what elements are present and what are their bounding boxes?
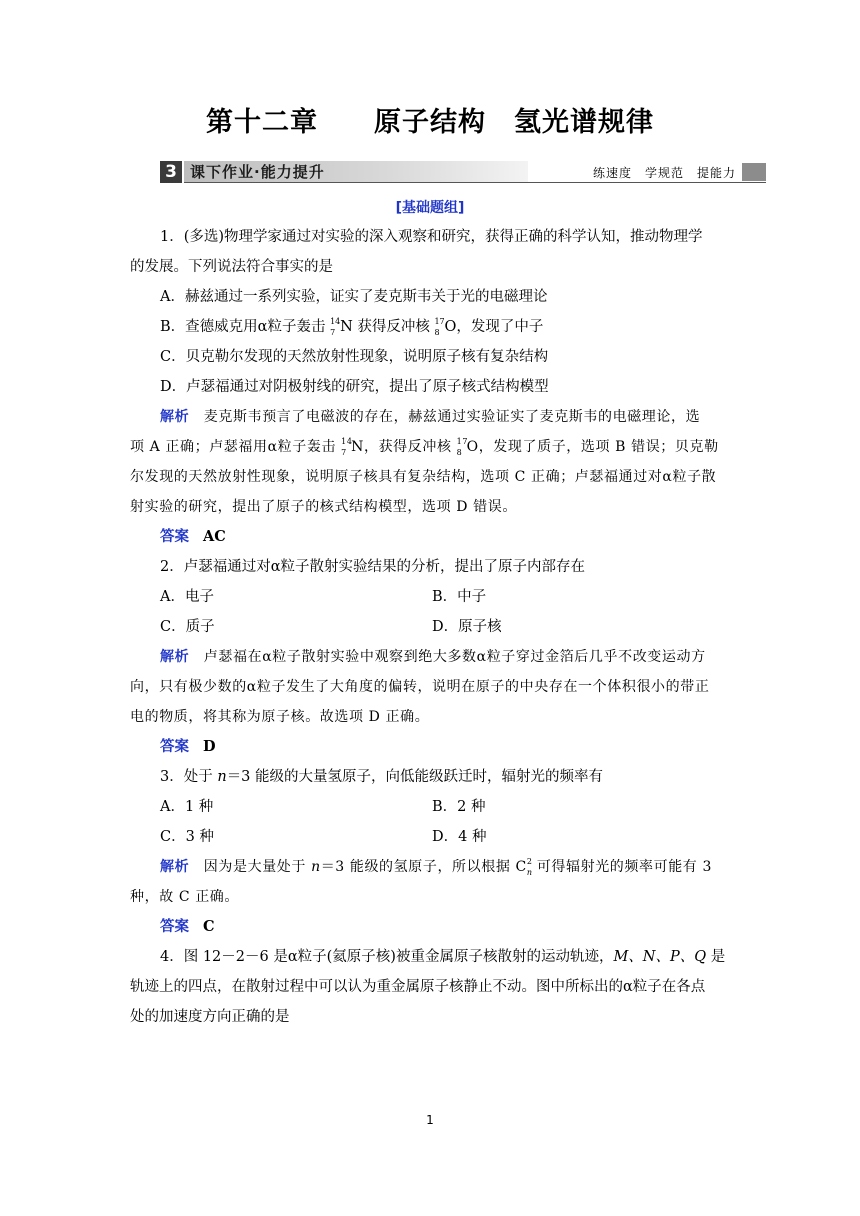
q2-answer <box>130 732 735 762</box>
q2-analysis-line1: 解析 卢瑟福在α粒子散射实验中观察到绝大多数α粒子穿过金箔后几乎不改变运动方 <box>160 649 706 665</box>
q2-options-row2 <box>130 612 735 642</box>
q1-option-b-text: B．查德威克用α粒子轰击 <box>160 319 331 335</box>
q4-stem-line2: 轨迹上的四点，在散射过程中可以认为重金属原子核静止不动。图中所标出的α粒子在各点 <box>130 979 706 995</box>
q2-analysis-line2: 向，只有极少数的α粒子发生了大角度的偏转，说明在原子的中央存在一个体积很小的带正 <box>130 679 710 695</box>
nuclide-n14: 14 7 <box>341 437 353 457</box>
q1-analysis-line2: 项 A 正确；卢瑟福用α粒子轰击 14 7 N，获得反冲核 17 8 O，发现了质子，选项 B 错误；贝克勒 <box>130 437 719 457</box>
q1-option-c: C．贝克勒尔发现的天然放射性现象，说明原子核有复杂结构 <box>160 349 549 365</box>
answer-label: 答案 <box>160 528 189 545</box>
answer-label: 答案 <box>160 918 189 935</box>
banner-slogan: 练速度 学规范 提能力 <box>592 166 736 180</box>
section-heading: [基础题组] <box>395 200 465 216</box>
q1-stem-line1: 1．(多选)物理学家通过对实验的深入观察和研究，获得正确的科学认知，推动物理学 <box>160 229 703 245</box>
q2-option-c: C．质子 <box>160 619 215 635</box>
q4-stem-line3: 处的加速度方向正确的是 <box>130 1009 290 1025</box>
q2-option-d: D．原子核 <box>432 619 502 635</box>
answer-value: D <box>203 738 216 755</box>
q3-options-row2 <box>130 822 735 852</box>
answer-value: C <box>203 918 215 935</box>
q3-options-row1 <box>130 792 735 822</box>
q3-option-c: C．3 种 <box>160 829 214 845</box>
combination-index: 2 n <box>526 857 533 877</box>
q3-answer <box>130 912 735 942</box>
q1-analysis-line3: 尔发现的天然放射性现象，说明原子核具有复杂结构，选项 C 正确；卢瑟福通过对α粒子散 <box>130 469 717 485</box>
answer-value: AC <box>203 528 226 545</box>
nuclide-o17: 17 8 <box>456 437 469 457</box>
q1-option-b: B．查德威克用α粒子轰击 14 7 N 获得反冲核 17 8 O，发现了中子 <box>160 317 544 337</box>
q4-stem-line1: 4．图 12－2－6 是α粒子(氦原子核)被重金属原子核散射的运动轨迹，M、N、P、Q 是 <box>160 949 726 965</box>
q2-option-b: B．中子 <box>432 589 487 605</box>
q2-option-a: A．电子 <box>160 589 214 605</box>
banner-rule <box>184 182 766 183</box>
page-number: 1 <box>426 1113 434 1127</box>
q3-option-a: A．1 种 <box>160 799 214 815</box>
q3-stem: 3．处于 n＝3 能级的大量氢原子，向低能级跃迁时，辐射光的频率有 <box>160 769 604 785</box>
content <box>130 222 735 1032</box>
section-banner <box>160 161 766 183</box>
q3-option-b: B．2 种 <box>432 799 486 815</box>
q2-analysis-line3: 电的物质，将其称为原子核。故选项 D 正确。 <box>130 709 430 725</box>
chapter-title: 第十二章 原子结构 氢光谱规律 <box>206 107 654 138</box>
q3-analysis-line2: 种，故 C 正确。 <box>130 889 240 905</box>
analysis-label: 解析 <box>160 409 190 425</box>
q2-options-row1 <box>130 582 735 612</box>
analysis-label: 解析 <box>160 859 190 875</box>
q3-analysis-line1: 解析 因为是大量处于 n＝3 能级的氢原子，所以根据 C 2 n 可得辐射光的频率可能有 3 <box>160 857 712 877</box>
q1-answer <box>130 522 735 552</box>
q2-stem: 2．卢瑟福通过对α粒子散射实验结果的分析，提出了原子内部存在 <box>160 559 586 575</box>
answer-label: 答案 <box>160 738 189 755</box>
q3-option-d: D．4 种 <box>432 829 487 845</box>
q1-analysis-line1: 解析 麦克斯韦预言了电磁波的存在，赫兹通过实验证实了麦克斯韦的电磁理论，选 <box>160 409 701 425</box>
nuclide-n14: 14 7 <box>330 317 341 337</box>
q1-analysis-line4: 射实验的研究，提出了原子的核式结构模型，选项 D 错误。 <box>130 499 517 515</box>
q1-option-a: A．赫兹通过一系列实验，证实了麦克斯韦关于光的电磁理论 <box>160 289 548 305</box>
q1-stem-line2: 的发展。下列说法符合事实的是 <box>130 259 333 275</box>
analysis-label: 解析 <box>160 649 190 665</box>
banner-number: 3 <box>160 161 182 183</box>
q1-option-d: D．卢瑟福通过对阴极射线的研究，提出了原子核式结构模型 <box>160 379 549 395</box>
nuclide-o17: 17 8 <box>434 317 445 337</box>
banner-label: 课下作业·能力提升 <box>184 161 528 183</box>
banner-end-block <box>742 163 766 181</box>
